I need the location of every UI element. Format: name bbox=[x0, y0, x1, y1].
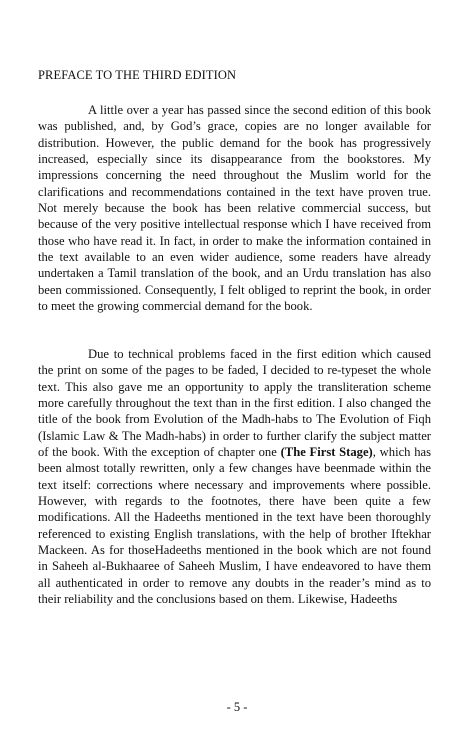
paragraph-1 bbox=[38, 102, 431, 314]
paragraph-2 bbox=[38, 346, 431, 608]
chapter-reference-bold: (The First Stage) bbox=[280, 445, 373, 460]
paragraph-1-text: A little over a year has passed since the second edition of this book was published, and, by God’s grace, copies are no longer available for distribution. However, the public demand for the book has progressively increased, especially since its disappearance from the bookstores. My impressions concerning the need throughout the Muslim world for the clarifications and recommendations contained in the text have proven true. Not merely because the book has been relative commercial success, but because of the very positive intellectual response which I have received from those who have read it. In fact, in order to make the information contained in the text available to an even wider audience, some readers have already undertaken a Tamil translation of the book, and an Urdu translation has also been commissioned. Consequently, I felt obliged to reprint the book, in order to meet the growing commercial demand for the book. bbox=[38, 103, 431, 314]
page-number: - 5 - bbox=[226, 700, 248, 714]
paragraph-2-text-start: Due to technical problems faced in the first edition which caused the print on some of the pages to be faded, I decided to re-typeset the whole text. This also gave me an opportunity to apply the transliteration scheme more carefully throughout the text than in the first edition. I also changed the title of the book from Evolution of the Madh-habs to The Evolution of Fiqh (Islamic Law & The Madh-habs) in order to further clarify the subject matter of the book. With the exception of chapter one bbox=[38, 347, 431, 460]
section-heading: PREFACE TO THE THIRD EDITION bbox=[38, 68, 237, 82]
paragraph-2-text-end: , which has been almost totally rewritten, only a few changes have beenmade within the text itself: corrections where necessary and improvements where possible. However, with regards to the footnotes, there have been quite a few modifications. All the Hadeeths mentioned in the text have been thoroughly referenced to existing English translations, with the help of brother Iftekhar Mackeen. As for thoseHadeeths mentioned in the book which are not found in Saheeh al-Bukhaaree of Saheeh Muslim, I have endeavored to have them all authenticated in order to remove any doubts in the reader’s mind as to their reliability and the conclusions based on them. Likewise, Hadeeths bbox=[38, 445, 432, 607]
